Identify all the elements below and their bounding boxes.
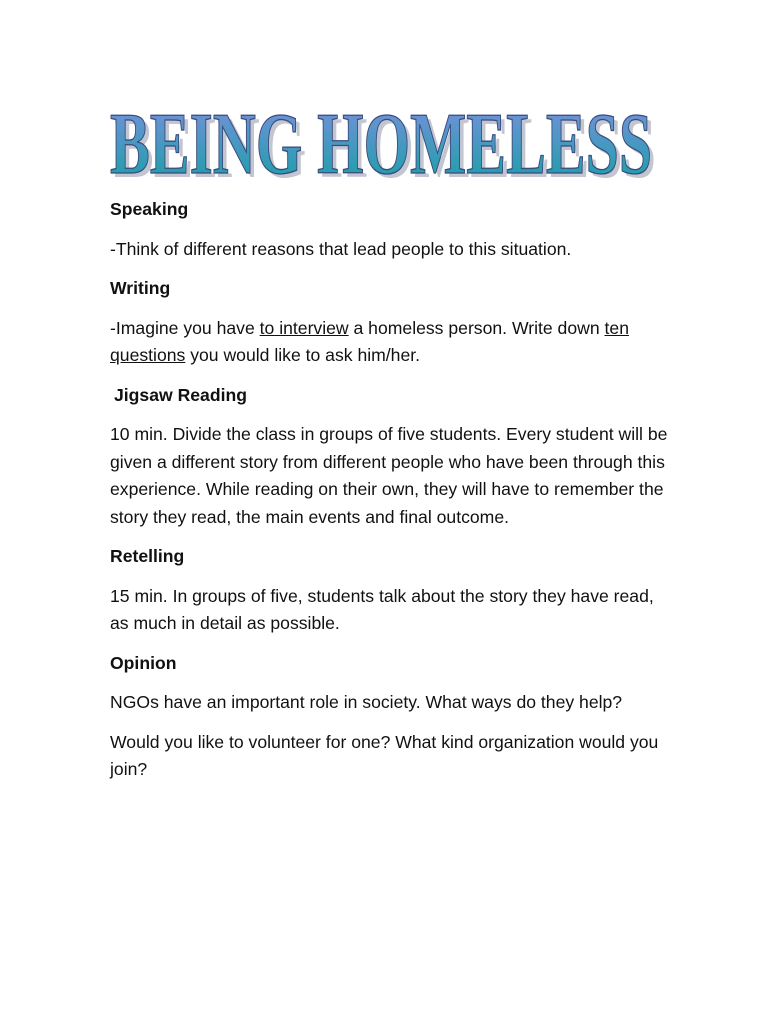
title-text: BEING HOMELESS <box>110 96 652 188</box>
writing-text-part-b: a homeless person. Write down <box>348 317 605 338</box>
underlined-to-interview: to interview <box>259 317 349 338</box>
writing-heading: Writing <box>110 278 171 298</box>
retelling-text: 15 min. In groups of five, students talk about the story they have read, as much in detail as possible. <box>110 585 654 633</box>
wordart-title <box>108 78 668 188</box>
speaking-heading: Speaking <box>110 199 189 219</box>
jigsaw-text: 10 min. Divide the class in groups of five students. Every student will be given a different story from different people who have been through this experience. While reading on their own, they will have to remember the story they read, the main events and final outcome. <box>110 424 668 527</box>
underlined-ten-questions: ten questions <box>110 317 629 365</box>
wordart-title-graphic <box>108 78 668 188</box>
writing-text-part-c: you would like to ask him/her. <box>185 345 421 365</box>
title-shadow: BEING HOMELESS <box>114 100 656 188</box>
retelling-heading: Retelling <box>110 546 185 566</box>
opinion-heading: Opinion <box>110 652 177 673</box>
jigsaw-heading: Jigsaw Reading <box>114 384 247 405</box>
opinion-text-1: NGOs have an important role in society. What ways do they help? <box>110 692 623 712</box>
document-body <box>110 196 670 796</box>
opinion-text-2: Would you like to volunteer for one? What kind organization would you join? <box>110 731 659 779</box>
writing-text <box>110 315 670 370</box>
speaking-text: -Think of different reasons that lead people to this situation. <box>110 238 572 259</box>
writing-text-part-a: -Imagine you have <box>110 317 260 338</box>
